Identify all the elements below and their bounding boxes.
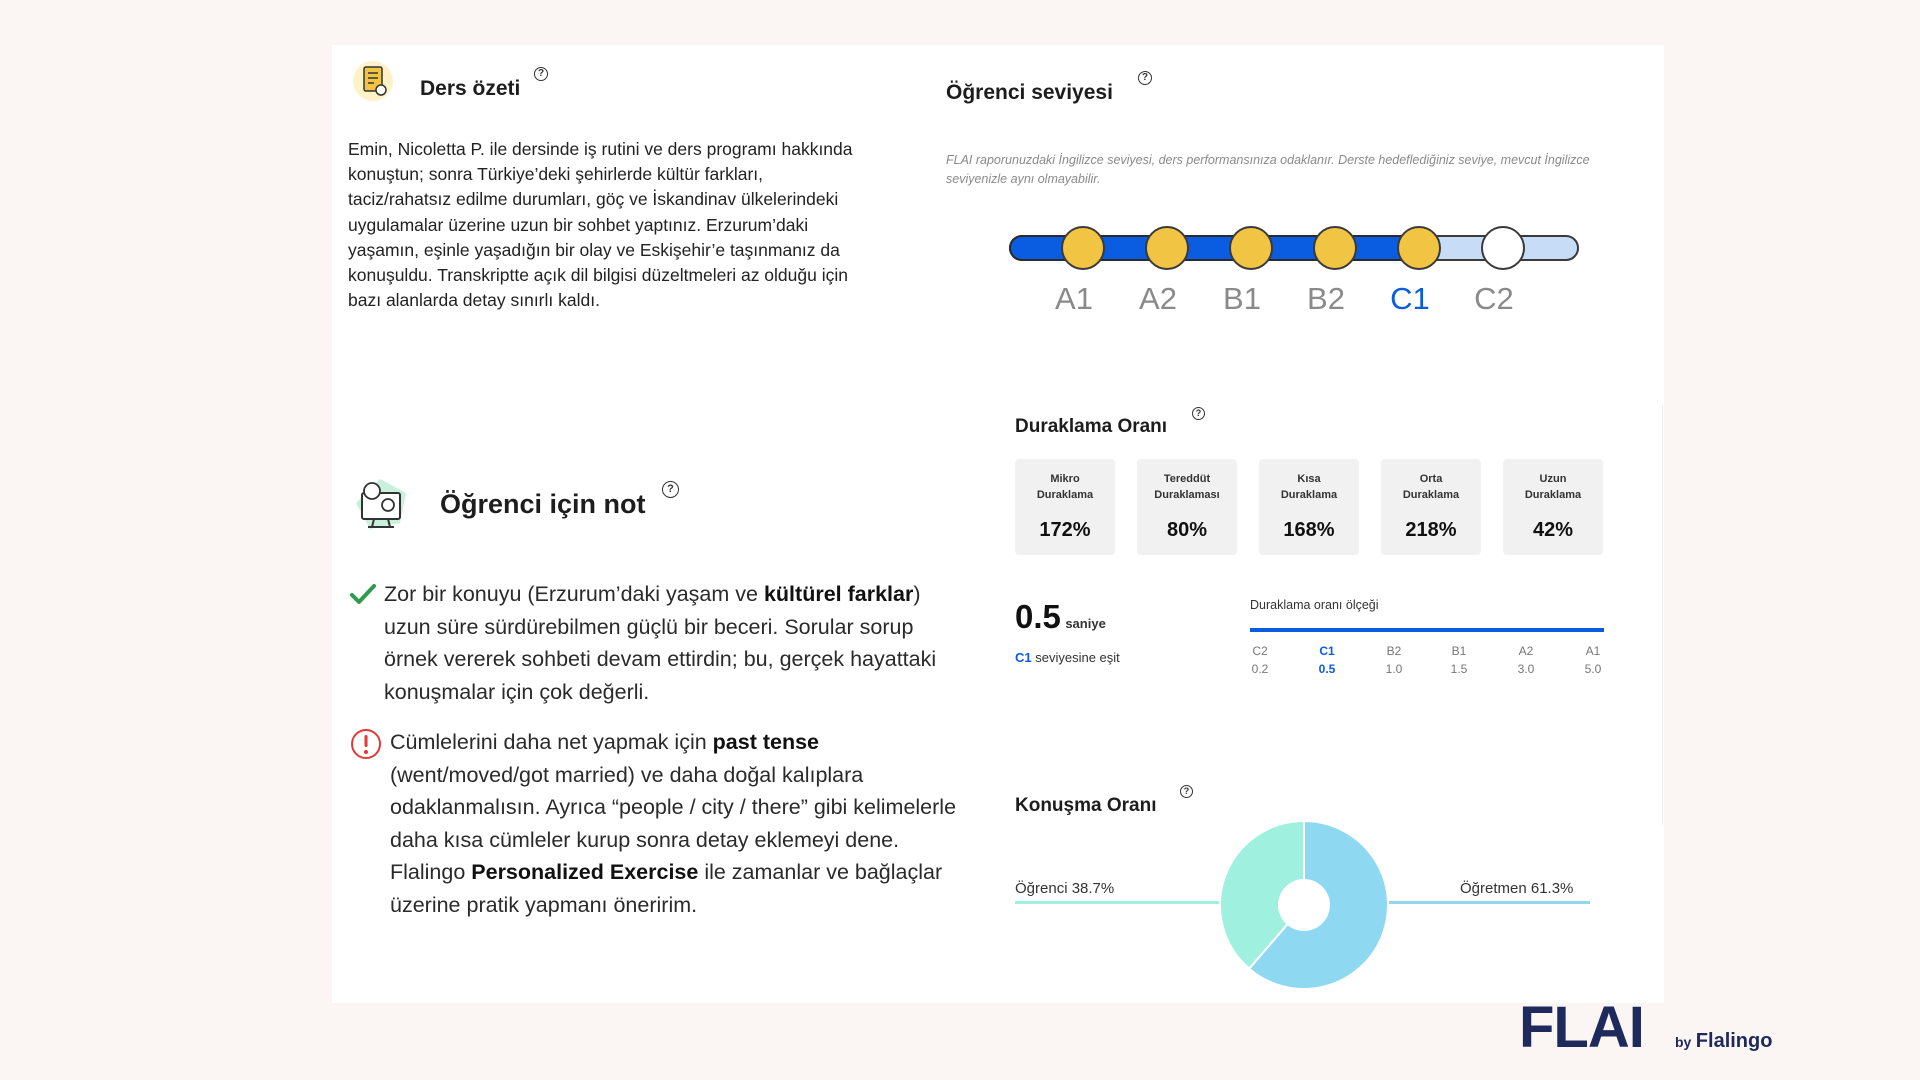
pause-box-medium: Orta Duraklama 218% <box>1381 459 1481 555</box>
scale-col-b1: B1 1.5 <box>1450 644 1468 676</box>
level-label: C2 <box>1474 281 1514 316</box>
pause-seconds-value: 0.5 <box>1015 598 1061 635</box>
help-icon[interactable]: ? <box>534 67 548 81</box>
note-improve <box>350 726 960 921</box>
level-note: FLAI raporunuzdaki İngilizce seviyesi, ders performansınıza odaklanır. Derste hedeflediğiniz seviye, mevcut İngilizce seviyenizle aynı olmayabilir. <box>946 153 1590 186</box>
note-positive <box>350 578 960 708</box>
scale-col-b2: B2 1.0 <box>1385 644 1403 676</box>
brand-by: by <box>1675 1034 1692 1050</box>
level-dot-c1 <box>1397 226 1441 270</box>
pause-equal: C1 seviyesine eşit <box>1015 650 1120 665</box>
level-label: A1 <box>1055 281 1093 316</box>
pause-seconds-unit: saniye <box>1065 616 1106 631</box>
help-icon[interactable]: ? <box>662 481 679 498</box>
level-dot-b1 <box>1229 226 1273 270</box>
speaking-donut-chart <box>1218 819 1390 991</box>
help-icon[interactable]: ? <box>1180 785 1193 798</box>
level-dot-b2 <box>1313 226 1357 270</box>
divider <box>1662 405 1663 825</box>
level-dot-a1 <box>1061 226 1105 270</box>
level-dot-c2 <box>1481 226 1525 270</box>
report-card <box>332 45 1664 1003</box>
pause-scale-title: Duraklama oranı ölçeği <box>1250 598 1379 612</box>
student-label: Öğrenci 38.7% <box>1015 880 1115 897</box>
help-icon[interactable]: ? <box>1138 71 1152 85</box>
teacher-line <box>1382 901 1590 904</box>
pause-box-hesitation: Tereddüt Duraklaması 80% <box>1137 459 1237 555</box>
level-label: A2 <box>1139 281 1177 316</box>
pause-scale-line <box>1250 628 1604 632</box>
teacher-label: Öğretmen 61.3% <box>1460 880 1574 897</box>
level-dot-a2 <box>1145 226 1189 270</box>
brand-name: Flalingo <box>1695 1030 1773 1052</box>
level-label-current: C1 <box>1390 281 1430 316</box>
pause-seconds <box>1015 598 1106 636</box>
level-label: B1 <box>1223 281 1261 316</box>
pause-box-short: Kısa Duraklama 168% <box>1259 459 1359 555</box>
summary-text: Emin, Nicoletta P. ile dersinde iş rutini ve ders programı hakkında konuştun; sonra Türkiye’deki şehirlerde kültür farkları, taciz/rahatsız edilme durumları, göç ve İskandinav ülkelerindeki uygulamalar üzerine uzun bir sohbet yaptınız. Erzurum’daki yaşamın, eşinle yaşadığın bir olay ve Eskişehir’e taşınmanız da konuşuldu. Transkriptte açık dil bilgisi düzeltmeleri az olduğu için bazı alanlarda detay sınırlı kaldı. <box>348 139 853 311</box>
summary-icon <box>350 57 396 103</box>
summary-title: Ders özeti <box>420 77 521 100</box>
alert-icon <box>350 726 390 921</box>
brand-byline <box>1675 1030 1772 1053</box>
pause-title: Duraklama Oranı <box>1015 416 1168 437</box>
scale-col-a1: A1 5.0 <box>1584 644 1602 676</box>
pause-box-micro: Mikro Duraklama 172% <box>1015 459 1115 555</box>
scale-col-a2: A2 3.0 <box>1517 644 1535 676</box>
check-icon <box>350 578 384 708</box>
speaking-title: Konuşma Oranı <box>1015 795 1157 816</box>
help-icon[interactable]: ? <box>1192 407 1205 420</box>
note-icon <box>350 473 412 535</box>
note-improve-text: Cümlelerini daha net yapmak için past tense (went/moved/got married) ve daha doğal kalıplara odaklanmalısın. Ayrıca “people / city / there” gibi kelimelerle daha kısa cümleler kurup sonra detay eklemeyi dene. Flalingo Personalized Exercise ile zamanlar ve bağlaçlar üzerine pratik yapmanı öneririm. <box>390 730 957 917</box>
pause-box-long: Uzun Duraklama 42% <box>1503 459 1603 555</box>
note-title: Öğrenci için not <box>440 489 646 519</box>
level-bar <box>1009 235 1579 261</box>
flai-logo: FLAI <box>1519 995 1644 1060</box>
level-label: B2 <box>1307 281 1345 316</box>
scale-col-c1: C1 0.5 <box>1318 644 1336 676</box>
level-title: Öğrenci seviyesi <box>946 81 1113 104</box>
scale-col-c2: C2 0.2 <box>1251 644 1269 676</box>
note-positive-text: Zor bir konuyu (Erzurum’daki yaşam ve kültürel farklar) uzun süre sürdürebilmen güçlü bir beceri. Sorular sorup örnek vererek sohbeti devam ettirdin; bu, gerçek hayattaki konuşmalar için çok değerli. <box>384 582 937 704</box>
